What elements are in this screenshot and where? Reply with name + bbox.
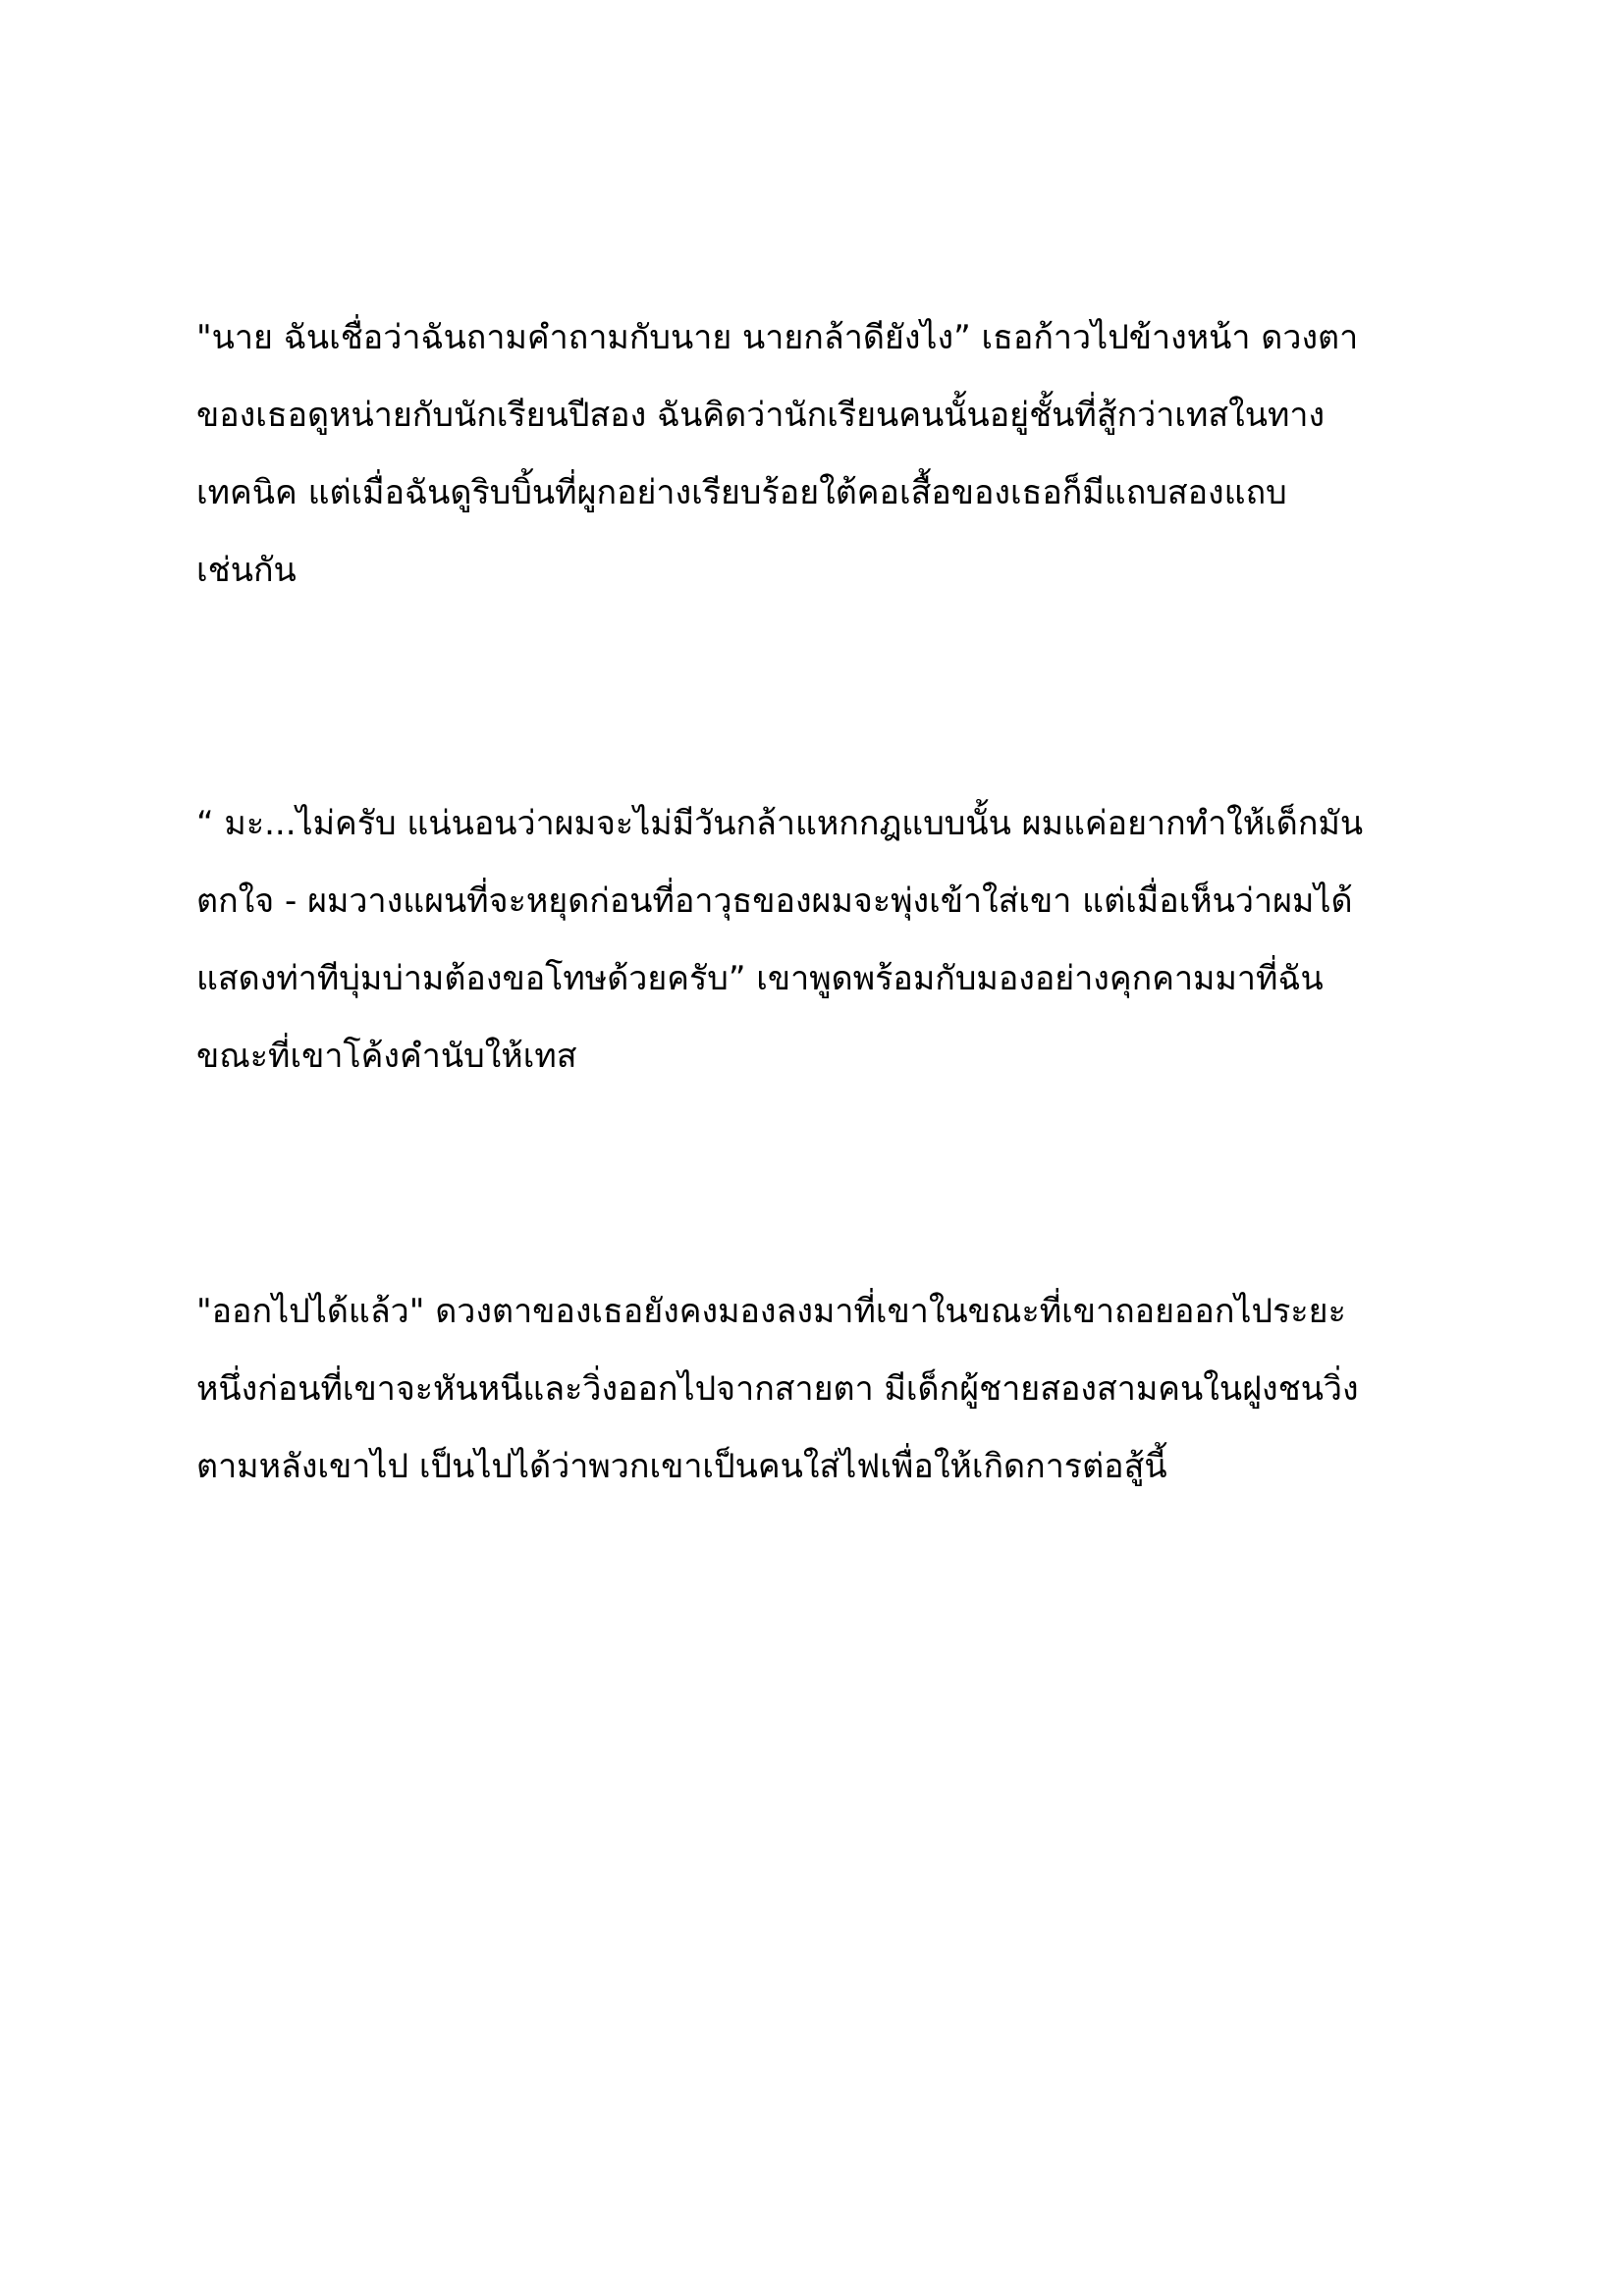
paragraph-line: เทคนิค แต่เมื่อฉันดูริบบิ้นที่ผูกอย่างเรียบร้อยใต้คอเสื้อของเธอก็มีแถบสองแถบ	[196, 473, 1287, 512]
paragraph-line: เช่นกัน	[196, 551, 297, 590]
paragraph-line: แสดงท่าทีบุ่มบ่ามต้องขอโทษด้วยครับ” เขาพูดพร้อมกับมองอย่างคุกคามมาที่ฉัน	[196, 959, 1324, 998]
paragraph-line: ขณะที่เขาโค้งคำนับให้เทส	[196, 1037, 577, 1076]
paragraph-line: "นาย ฉันเชื่อว่าฉันถามคำถามกับนาย นายกล้าดียังไง” เธอก้าวไปข้างหน้า ดวงตา	[196, 318, 1359, 357]
paragraph-line: “ มะ...ไม่ครับ แน่นอนว่าผมจะไม่มีวันกล้าแหกกฎแบบนั้น ผมแค่อยากทำให้เด็กมัน	[196, 804, 1364, 843]
paragraph-3	[196, 1273, 1443, 1506]
paragraph-line: ของเธอดูหน่ายกับนักเรียนปีสอง ฉันคิดว่านักเรียนคนนั้นอยู่ชั้นที่สู้กว่าเทสในทาง	[196, 396, 1326, 435]
paragraph-line: หนึ่งก่อนที่เขาจะหันหนีและวิ่งออกไปจากสายตา มีเด็กผู้ชายสองสามคนในฝูงชนวิ่ง	[196, 1369, 1359, 1409]
paragraph-2	[196, 785, 1443, 1095]
paragraph-line: ตามหลังเขาไป เป็นไปได้ว่าพวกเขาเป็นคนใส่ไฟเพื่อให้เกิดการต่อสู้นี้	[196, 1447, 1167, 1486]
paragraph-line: "ออกไปได้แล้ว" ดวงตาของเธอยังคงมองลงมาที่เขาในขณะที่เขาถอยออกไประยะ	[196, 1292, 1346, 1331]
paragraph-1	[196, 299, 1443, 610]
paragraph-line: ตกใจ - ผมวางแผนที่จะหยุดก่อนที่อาวุธของผมจะพุ่งเข้าใส่เขา แต่เมื่อเห็นว่าผมได้	[196, 881, 1353, 921]
